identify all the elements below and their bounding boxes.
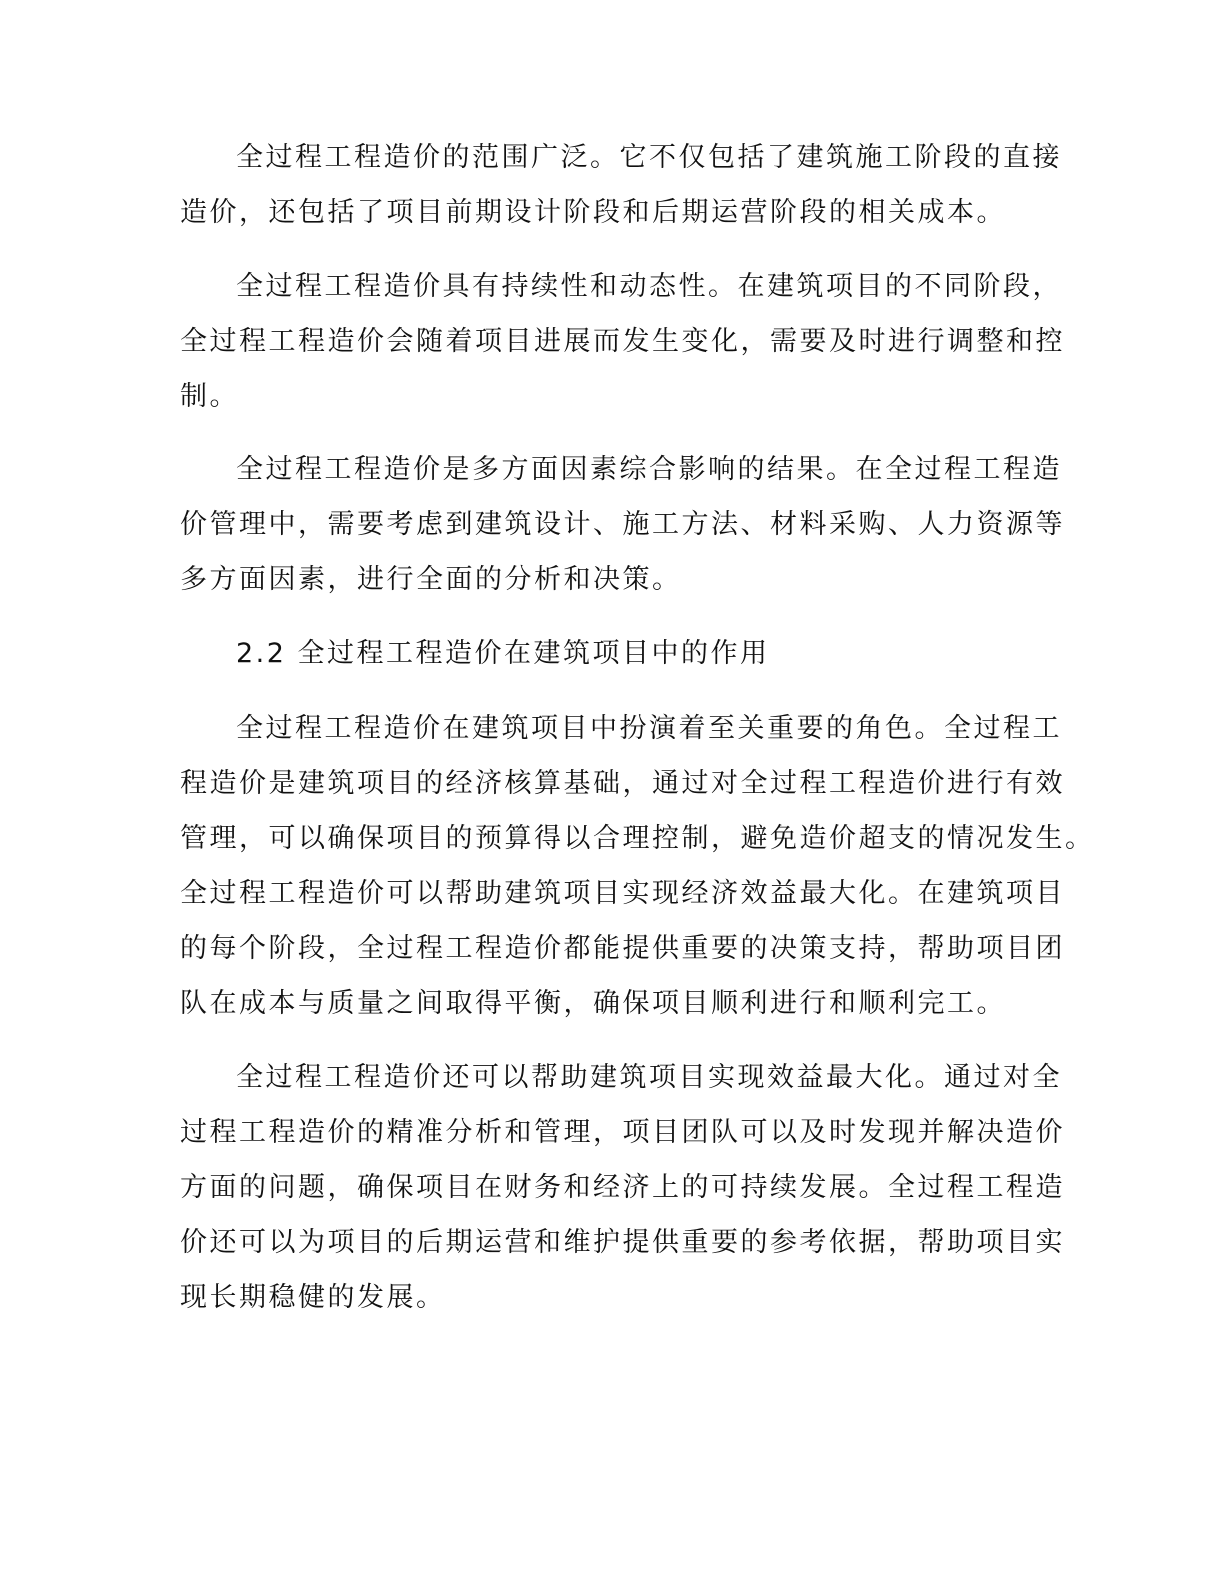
section-heading: 2.2 全过程工程造价在建筑项目中的作用 [236,638,770,669]
paragraph-3-line-2: 价管理中，需要考虑到建筑设计、施工方法、材料采购、人力资源等 [180,509,1065,540]
paragraph-4-line-4: 全过程工程造价可以帮助建筑项目实现经济效益最大化。在建筑项目 [180,878,1065,909]
paragraph-5-line-4: 价还可以为项目的后期运营和维护提供重要的参考依据，帮助项目实 [180,1227,1065,1258]
paragraph-2-line-2: 全过程工程造价会随着项目进展而发生变化，需要及时进行调整和控 [180,326,1065,357]
paragraph-4-line-1: 全过程工程造价在建筑项目中扮演着至关重要的角色。全过程工 [236,713,1062,744]
paragraph-1-line-1: 全过程工程造价的范围广泛。它不仅包括了建筑施工阶段的直接 [236,142,1062,173]
paragraph-4-line-5: 的每个阶段，全过程工程造价都能提供重要的决策支持，帮助项目团 [180,933,1065,964]
paragraph-4-line-3: 管理，可以确保项目的预算得以合理控制，避免造价超支的情况发生。 [180,823,1095,854]
paragraph-1-line-2: 造价，还包括了项目前期设计阶段和后期运营阶段的相关成本。 [180,197,1006,228]
paragraph-5-line-5: 现长期稳健的发展。 [180,1282,446,1313]
paragraph-5-line-2: 过程工程造价的精准分析和管理，项目团队可以及时发现并解决造价 [180,1117,1065,1148]
paragraph-5-line-1: 全过程工程造价还可以帮助建筑项目实现效益最大化。通过对全 [236,1062,1062,1093]
paragraph-2-line-1: 全过程工程造价具有持续性和动态性。在建筑项目的不同阶段， [236,271,1062,302]
paragraph-2-line-3: 制。 [180,381,239,412]
paragraph-4-line-6: 队在成本与质量之间取得平衡，确保项目顺利进行和顺利完工。 [180,988,1006,1019]
paragraph-3-line-1: 全过程工程造价是多方面因素综合影响的结果。在全过程工程造 [236,454,1062,485]
paragraph-4-line-2: 程造价是建筑项目的经济核算基础，通过对全过程工程造价进行有效 [180,768,1065,799]
paragraph-5-line-3: 方面的问题，确保项目在财务和经济上的可持续发展。全过程工程造 [180,1172,1065,1203]
paragraph-3-line-3: 多方面因素，进行全面的分析和决策。 [180,564,682,595]
